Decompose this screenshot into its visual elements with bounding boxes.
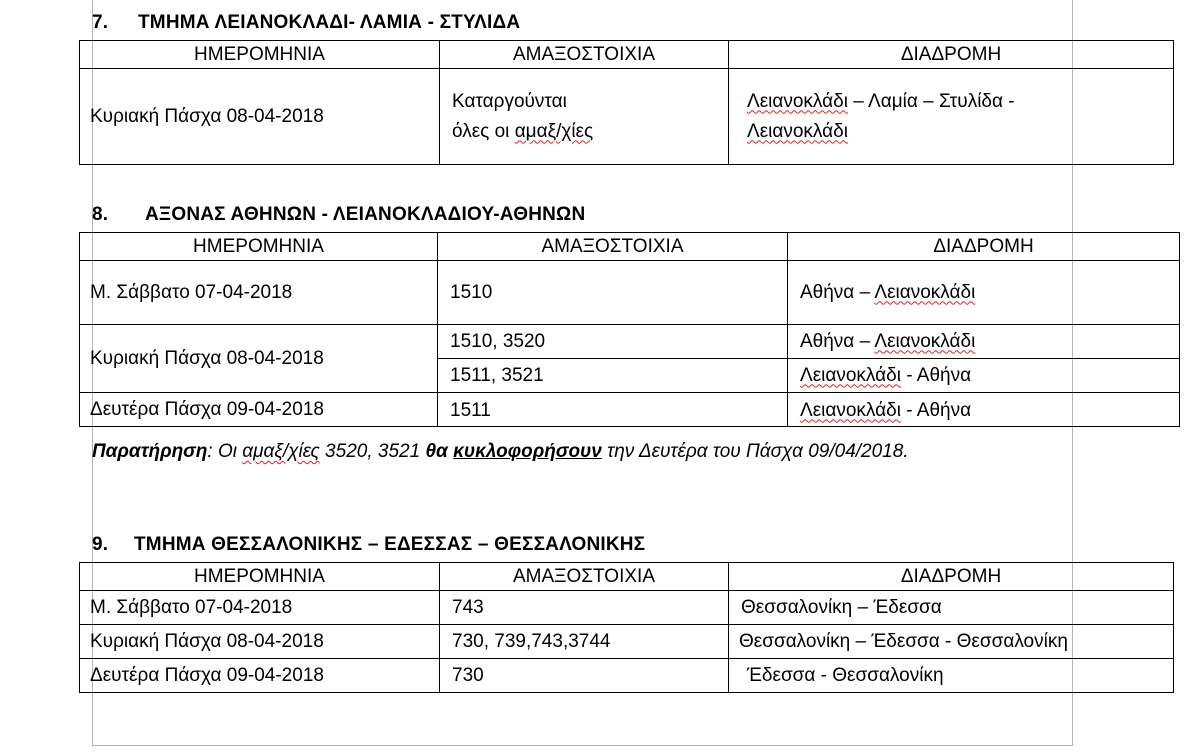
spellcheck-word: αμαξ/χίες [242, 441, 320, 462]
date-cell: Μ. Σάββατο 07-04-2018 [80, 591, 440, 625]
train-cell: 730 [440, 659, 729, 693]
header-date: ΗΜΕΡΟΜΗΝΙΑ [80, 233, 438, 261]
text-fragment: Αθήνα – [800, 281, 875, 303]
table-row [80, 591, 1174, 625]
note-bold: θα [425, 441, 448, 462]
date-cell: Δευτέρα Πάσχα 09-04-2018 [80, 659, 440, 693]
train-line [452, 117, 716, 147]
train-cell: 743 [440, 591, 729, 625]
train-cell: 1510, 3520 [438, 325, 788, 359]
date-cell: Κυριακή Πάσχα 08-04-2018 [80, 625, 440, 659]
section-8-table [79, 232, 1180, 427]
text-fragment: : [207, 441, 213, 462]
table-row [80, 659, 1174, 693]
date-cell: Μ. Σάββατο 07-04-2018 [80, 261, 438, 325]
route-line [747, 87, 1161, 117]
section-7-heading [92, 12, 520, 34]
route-cell [729, 69, 1174, 165]
train-cell [440, 69, 729, 165]
spellcheck-word: Λειανοκλάδι [874, 330, 976, 352]
section-number: 7. [92, 12, 109, 33]
route-cell: Έδεσσα - Θεσσαλονίκη [729, 659, 1174, 693]
spellcheck-word: Λειανοκλάδι [874, 281, 976, 303]
table-row [80, 393, 1180, 427]
section-title: ΤΜΗΜΑ ΛΕΙΑΝΟΚΛΑΔΙ- ΛΑΜΙΑ - ΣΤΥΛΙΔΑ [138, 12, 521, 33]
text-fragment: – Λαμία – Στυλίδα - [847, 90, 1015, 112]
route-line [747, 117, 1161, 147]
date-cell: Κυριακή Πάσχα 08-04-2018 [80, 69, 440, 165]
route-cell [788, 261, 1180, 325]
section-number: 9. [92, 534, 109, 555]
text-fragment: 3520, 3521 [319, 441, 426, 462]
text-fragment: - Αθήνα [900, 364, 972, 386]
train-cell: 1510 [438, 261, 788, 325]
text-fragment: Οι [212, 441, 243, 462]
header-train: ΑΜΑΞΟΣΤΟΙΧΙΑ [440, 563, 729, 591]
train-cell: 1511, 3521 [438, 359, 788, 393]
section-8-heading [92, 204, 585, 226]
table-header-row [80, 41, 1174, 69]
page-border-bottom [92, 745, 1073, 746]
table-row [80, 625, 1174, 659]
table-row [80, 69, 1174, 165]
table-header-row [80, 563, 1174, 591]
table-header-row [80, 233, 1180, 261]
spellcheck-word: Λειανοκλάδι [747, 120, 848, 142]
header-route: ΔΙΑΔΡΟΜΗ [788, 233, 1180, 261]
section-number: 8. [92, 204, 109, 225]
route-cell [788, 393, 1180, 427]
header-route: ΔΙΑΔΡΟΜΗ [729, 563, 1174, 591]
section-9-heading [92, 534, 645, 556]
text-fragment: Αθήνα – [800, 330, 875, 352]
section-title: ΤΜΗΜΑ ΘΕΣΣΑΛΟΝΙΚΗΣ – ΕΔΕΣΣΑΣ – ΘΕΣΣΑΛΟΝΙΚΗΣ [134, 534, 646, 555]
text-fragment: την Δευτέρα του Πάσχα 09/04/2018. [601, 441, 909, 462]
spellcheck-word: Λειανοκλάδι [800, 364, 901, 386]
header-train: ΑΜΑΞΟΣΤΟΙΧΙΑ [440, 41, 729, 69]
table-row [80, 261, 1180, 325]
section-8-note [92, 438, 1072, 465]
header-train: ΑΜΑΞΟΣΤΟΙΧΙΑ [438, 233, 788, 261]
header-date: ΗΜΕΡΟΜΗΝΙΑ [80, 41, 440, 69]
spellcheck-word: Λειανοκλάδι [800, 399, 901, 421]
header-date: ΗΜΕΡΟΜΗΝΙΑ [80, 563, 440, 591]
route-cell: Θεσσαλονίκη – Έδεσσα - Θεσσαλονίκη [729, 625, 1174, 659]
spellcheck-word: αμαξ/χίες [514, 120, 594, 142]
note-label: Παρατήρηση [92, 441, 208, 462]
route-cell [788, 359, 1180, 393]
route-cell: Θεσσαλονίκη – Έδεσσα [729, 591, 1174, 625]
date-cell: Κυριακή Πάσχα 08-04-2018 [80, 325, 438, 393]
spellcheck-word: Λειανοκλάδι [747, 90, 848, 112]
route-cell [788, 325, 1180, 359]
section-9-table [79, 562, 1174, 693]
text-fragment: όλες οι [452, 120, 515, 142]
table-row [80, 325, 1180, 359]
text-fragment: - Αθήνα [900, 399, 972, 421]
header-route: ΔΙΑΔΡΟΜΗ [729, 41, 1174, 69]
section-7-table [79, 40, 1174, 165]
section-title: ΑΞΟΝΑΣ ΑΘΗΝΩΝ - ΛΕΙΑΝΟΚΛΑΔΙΟΥ-ΑΘΗΝΩΝ [145, 204, 586, 225]
note-bold-underline: κυκλοφορήσουν [453, 441, 602, 462]
train-line: Καταργούνται [452, 90, 567, 112]
train-cell: 730, 739,743,3744 [440, 625, 729, 659]
train-cell: 1511 [438, 393, 788, 427]
date-cell: Δευτέρα Πάσχα 09-04-2018 [80, 393, 438, 427]
